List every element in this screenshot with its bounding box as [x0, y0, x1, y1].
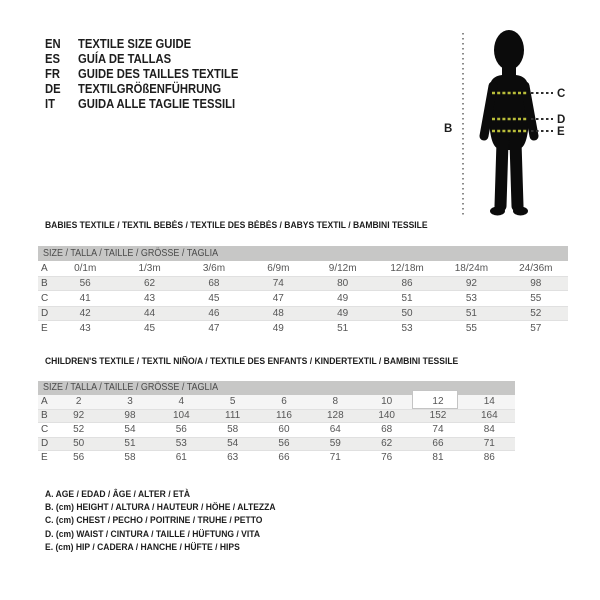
- table-cell: 42: [79, 308, 91, 319]
- table-row: [38, 321, 568, 336]
- table-cell: 56: [73, 452, 85, 463]
- table-cell: 51: [337, 323, 349, 334]
- table-cell: 6: [281, 396, 287, 407]
- legend-line: [45, 488, 301, 501]
- table-cell: 43: [144, 293, 156, 304]
- table-cell: 52: [73, 424, 85, 435]
- figure-label-hip: E: [557, 126, 565, 138]
- row-label: B: [41, 410, 48, 421]
- table-cell: 62: [381, 438, 393, 449]
- table-cell: 12/18m: [390, 263, 424, 274]
- children-section-title-text: CHILDREN'S TEXTILE / TEXTIL NIÑO/A / TEXTILE DES ENFANTS / KINDERTEXTIL / BAMBINI TESSILE: [45, 356, 459, 367]
- table-cell: 152: [429, 410, 447, 421]
- language-code: EN: [45, 37, 61, 51]
- table-cell: 92: [465, 278, 477, 289]
- table-cell: 47: [208, 323, 220, 334]
- table-cell: 111: [225, 410, 241, 421]
- table-cell: 3/6m: [202, 263, 226, 274]
- table-cell: 56: [278, 438, 290, 449]
- table-row: [38, 423, 515, 437]
- table-row: [38, 306, 568, 321]
- table-cell: 56: [79, 278, 91, 289]
- child-figure-diagram: [440, 20, 580, 220]
- legend-line: [45, 514, 301, 527]
- table-cell: 14: [483, 396, 495, 407]
- table-cell: 3: [127, 396, 133, 407]
- table-cell: 41: [79, 293, 91, 304]
- table-cell: 58: [124, 452, 136, 463]
- table-cell: 68: [208, 278, 220, 289]
- table-cell: 55: [465, 323, 477, 334]
- table-cell: 8: [332, 396, 339, 407]
- table-cell: 66: [278, 452, 290, 463]
- child-silhouette: [484, 30, 534, 216]
- babies-section-title: [45, 220, 470, 231]
- table-cell: 5: [229, 396, 236, 407]
- row-label: A: [41, 396, 48, 407]
- language-row: [45, 52, 256, 67]
- table-cell: 49: [272, 323, 284, 334]
- table-cell: 66: [432, 438, 444, 449]
- table-cell: 44: [144, 308, 156, 319]
- selected-size-cell: 12: [432, 396, 444, 407]
- language-row: [45, 37, 256, 52]
- table-cell: 92: [73, 410, 85, 421]
- table-cell: 51: [401, 293, 413, 304]
- table-cell: 59: [329, 438, 341, 449]
- table-cell: 49: [337, 308, 349, 319]
- table-cell: 0/1m: [74, 263, 97, 274]
- table-cell: 84: [483, 424, 495, 435]
- table-cell: 53: [465, 293, 477, 304]
- table-cell: 60: [278, 424, 290, 435]
- table-cell: 18/24m: [454, 263, 489, 274]
- table-cell: 86: [401, 278, 413, 289]
- table-cell: 43: [79, 323, 91, 334]
- silhouette-left-leg: [501, 142, 503, 206]
- table-cell: 54: [124, 424, 136, 435]
- legend-line-text: E. (cm) HIP / CADERA / HANCHE / HÜFTE / HIPS: [45, 541, 240, 553]
- row-label: E: [41, 323, 48, 334]
- table-cell: 24/36m: [519, 263, 553, 274]
- legend-line: [45, 528, 301, 541]
- table-cell: 50: [401, 308, 413, 319]
- table-row: [38, 276, 568, 291]
- table-cell: 61: [175, 452, 187, 463]
- silhouette-left-foot: [490, 207, 505, 216]
- table-cell: 49: [337, 293, 349, 304]
- row-label: C: [41, 293, 49, 304]
- silhouette-right-foot: [513, 207, 528, 216]
- table-cell: 81: [432, 452, 444, 463]
- table-cell: 80: [337, 278, 349, 289]
- table-cell: 53: [175, 438, 187, 449]
- table-cell: 47: [272, 293, 284, 304]
- table-row: [38, 409, 515, 423]
- table-cell: 140: [378, 410, 395, 421]
- language-title: GUÍA DE TALLAS: [78, 52, 172, 66]
- language-code: IT: [45, 97, 55, 111]
- table-cell: 50: [73, 438, 85, 449]
- row-label: A: [41, 263, 48, 274]
- table-cell: 51: [124, 438, 136, 449]
- size-header-text: SIZE / TALLA / TAILLE / GRÖSSE / TAGLIA: [43, 382, 219, 393]
- row-label: C: [41, 424, 49, 435]
- table-cell: 116: [276, 410, 292, 421]
- language-row: [45, 82, 256, 97]
- silhouette-right-leg: [516, 142, 518, 206]
- row-label: D: [41, 308, 49, 319]
- table-cell: 104: [172, 410, 190, 421]
- table-cell: 164: [480, 410, 498, 421]
- table-cell: 71: [483, 438, 495, 449]
- table-cell: 10: [381, 396, 393, 407]
- table-cell: 51: [465, 308, 477, 319]
- row-label: E: [41, 452, 48, 463]
- table-cell: 76: [381, 452, 393, 463]
- figure-label-height: B: [444, 123, 453, 135]
- table-cell: 74: [272, 278, 284, 289]
- table-cell: 71: [329, 452, 341, 463]
- legend-line-text: B. (cm) HEIGHT / ALTURA / HAUTEUR / HÖHE / ALTEZZA: [45, 502, 276, 514]
- table-cell: 46: [208, 308, 220, 319]
- row-label: B: [41, 278, 48, 289]
- table-cell: 6/9m: [267, 263, 290, 274]
- measurement-legend: [45, 488, 301, 554]
- row-label: D: [41, 438, 49, 449]
- figure-label-waist: D: [557, 114, 566, 126]
- table-cell: 64: [329, 424, 341, 435]
- table-cell: 86: [483, 452, 495, 463]
- language-title: TEXTILE SIZE GUIDE: [78, 37, 192, 51]
- language-title: TEXTILGRÖßENFÜHRUNG: [78, 82, 222, 96]
- language-code: DE: [45, 82, 61, 96]
- language-code: ES: [45, 52, 61, 66]
- table-cell: 52: [530, 308, 542, 319]
- table-cell: 63: [227, 452, 239, 463]
- table-row: [38, 451, 515, 465]
- language-title: GUIDE DES TAILLES TEXTILE: [78, 67, 239, 81]
- table-cell: 53: [401, 323, 413, 334]
- language-row: [45, 67, 256, 82]
- table-cell: 55: [530, 293, 542, 304]
- legend-line-text: D. (cm) WAIST / CINTURA / TAILLE / HÜFTUNG / VITA: [45, 528, 261, 540]
- babies-size-header-bar: [38, 246, 568, 261]
- table-cell: 56: [175, 424, 187, 435]
- table-cell: 54: [227, 438, 239, 449]
- table-cell: 45: [144, 323, 156, 334]
- babies-size-table: [38, 246, 568, 336]
- table-cell: 2: [75, 396, 82, 407]
- table-cell: 98: [124, 410, 136, 421]
- table-row: [38, 261, 568, 276]
- table-row: [38, 437, 515, 451]
- legend-line-text: C. (cm) CHEST / PECHO / POITRINE / TRUHE / PETTO: [45, 515, 263, 527]
- babies-section-title-text: BABIES TEXTILE / TEXTIL BEBÉS / TEXTILE DES BÉBÉS / BABYS TEXTIL / BAMBINI TESSILE: [45, 220, 428, 231]
- figure-label-chest: C: [557, 88, 566, 100]
- table-cell: 68: [381, 424, 393, 435]
- table-cell: 48: [272, 308, 284, 319]
- table-cell: 98: [530, 278, 542, 289]
- table-cell: 74: [432, 424, 444, 435]
- table-cell: 45: [208, 293, 220, 304]
- legend-line: [45, 541, 301, 554]
- table-cell: 57: [530, 323, 542, 334]
- table-cell: 1/3m: [138, 263, 161, 274]
- language-title: GUIDA ALLE TAGLIE TESSILI: [78, 97, 236, 111]
- children-size-table: [38, 381, 515, 465]
- language-row: [45, 97, 256, 112]
- language-title-list: [45, 37, 256, 112]
- table-cell: 4: [178, 396, 185, 407]
- children-section-title: [45, 356, 504, 367]
- legend-line-text: A. AGE / EDAD / ÂGE / ALTER / ETÀ: [45, 489, 191, 500]
- table-cell: 58: [227, 424, 239, 435]
- table-cell: 9/12m: [328, 263, 357, 274]
- table-row: [38, 291, 568, 306]
- table-cell: 128: [326, 410, 344, 421]
- table-row: [38, 395, 515, 409]
- size-header-text: SIZE / TALLA / TAILLE / GRÖSSE / TAGLIA: [43, 248, 219, 259]
- language-code: FR: [45, 67, 61, 81]
- table-cell: 62: [144, 278, 156, 289]
- legend-line: [45, 501, 301, 514]
